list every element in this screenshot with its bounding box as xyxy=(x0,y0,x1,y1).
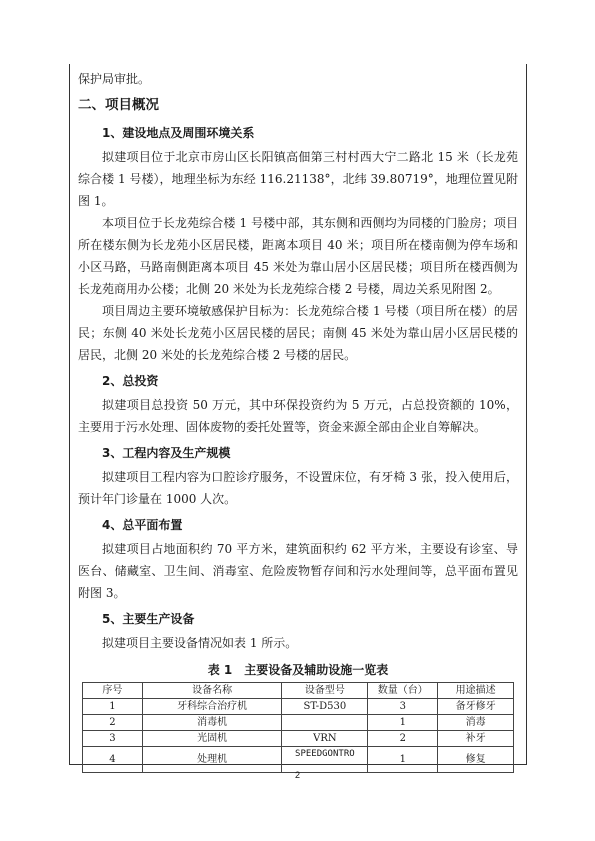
header-name: 设备名称 xyxy=(142,683,282,699)
heading-layout: 4、总平面布置 xyxy=(102,518,183,532)
table-row xyxy=(83,699,514,715)
cell-name: 消毒机 xyxy=(142,715,282,731)
heading-location: 1、建设地点及周围环境关系 xyxy=(102,126,255,140)
heading-investment: 2、总投资 xyxy=(102,374,159,388)
cell-purpose: 消毒 xyxy=(438,715,514,731)
header-model: 设备型号 xyxy=(282,683,368,699)
paragraph-layout: 拟建项目占地面积约 70 平方米，建筑面积约 62 平方米，主要设有诊室、导医台、储藏室、卫生间、消毒室、危险废物暂存间和污水处理间等，总平面布置见附图 3。 xyxy=(78,542,518,600)
cell-quantity: 3 xyxy=(368,699,438,715)
table-caption: 表 1 主要设备及辅助设施一览表 xyxy=(207,663,389,677)
paragraph-location: 拟建项目位于北京市房山区长阳镇高佃第三村村西大宁二路北 15 米（长龙苑综合楼 1 号楼），地理坐标为东经 116.21138°，北纬 39.80719°，地理位置见附图 1。 xyxy=(78,150,518,208)
cell-purpose: 补牙 xyxy=(438,731,514,747)
header-quantity: 数量（台） xyxy=(368,683,438,699)
cell-name: 牙科综合治疗机 xyxy=(142,699,282,715)
cell-name: 光固机 xyxy=(142,731,282,747)
paragraph-surroundings: 本项目位于长龙苑综合楼 1 号楼中部，其东侧和西侧均为同楼的门脸房；项目所在楼东侧为长龙苑小区居民楼，距离本项目 40 米；项目所在楼南侧为停车场和小区马路，马路南侧距离本项目 45 米处为靠山居小区居民楼；项目所在楼西侧为长龙苑商用办公楼；北侧 20 米处为长龙苑综合楼 2 号楼，周边关系见附图 2。 xyxy=(78,216,518,296)
cell-quantity: 1 xyxy=(368,715,438,731)
table-row xyxy=(83,731,514,747)
table-header-row xyxy=(83,683,514,699)
table-row xyxy=(83,747,514,773)
section-title: 二、项目概况 xyxy=(78,97,159,113)
header-no: 序号 xyxy=(83,683,143,699)
cell-no: 2 xyxy=(83,715,143,731)
cell-purpose: 修复 xyxy=(438,747,514,773)
cell-quantity: 1 xyxy=(368,747,438,773)
paragraph-equipment: 拟建项目主要设备情况如表 1 所示。 xyxy=(102,636,298,650)
continued-text: 保护局审批。 xyxy=(78,72,151,86)
cell-no: 3 xyxy=(83,731,143,747)
cell-model: VRN xyxy=(282,731,368,747)
document-body xyxy=(78,68,518,773)
heading-scope: 3、工程内容及生产规模 xyxy=(102,446,231,460)
header-purpose: 用途描述 xyxy=(438,683,514,699)
table-row xyxy=(83,715,514,731)
page-number: 2 xyxy=(294,770,300,780)
cell-model xyxy=(282,715,368,731)
equipment-table xyxy=(82,682,514,773)
paragraph-sensitive-targets: 项目周边主要环境敏感保护目标为：长龙苑综合楼 1 号楼（项目所在楼）的居民；东侧 40 米处长龙苑小区居民楼的居民；南侧 45 米处为靠山居小区居民楼的居民，北侧 20 米处的长龙苑综合楼 2 号楼的居民。 xyxy=(78,304,518,362)
cell-model: ST-D530 xyxy=(282,699,368,715)
cell-no: 4 xyxy=(83,747,143,773)
cell-purpose: 备牙修牙 xyxy=(438,699,514,715)
cell-name: 处理机 xyxy=(142,747,282,773)
paragraph-investment: 拟建项目总投资 50 万元，其中环保投资约为 5 万元，占总投资额的 10%，主要用于污水处理、固体废物的委托处置等，资金来源全部由企业自筹解决。 xyxy=(78,398,518,434)
cell-model: SPEEDGONTRO xyxy=(282,747,368,773)
paragraph-scope: 拟建项目工程内容为口腔诊疗服务，不设置床位，有牙椅 3 张，投入使用后，预计年门诊量在 1000 人次。 xyxy=(78,470,518,506)
cell-quantity: 2 xyxy=(368,731,438,747)
cell-no: 1 xyxy=(83,699,143,715)
heading-equipment: 5、主要生产设备 xyxy=(102,612,195,626)
